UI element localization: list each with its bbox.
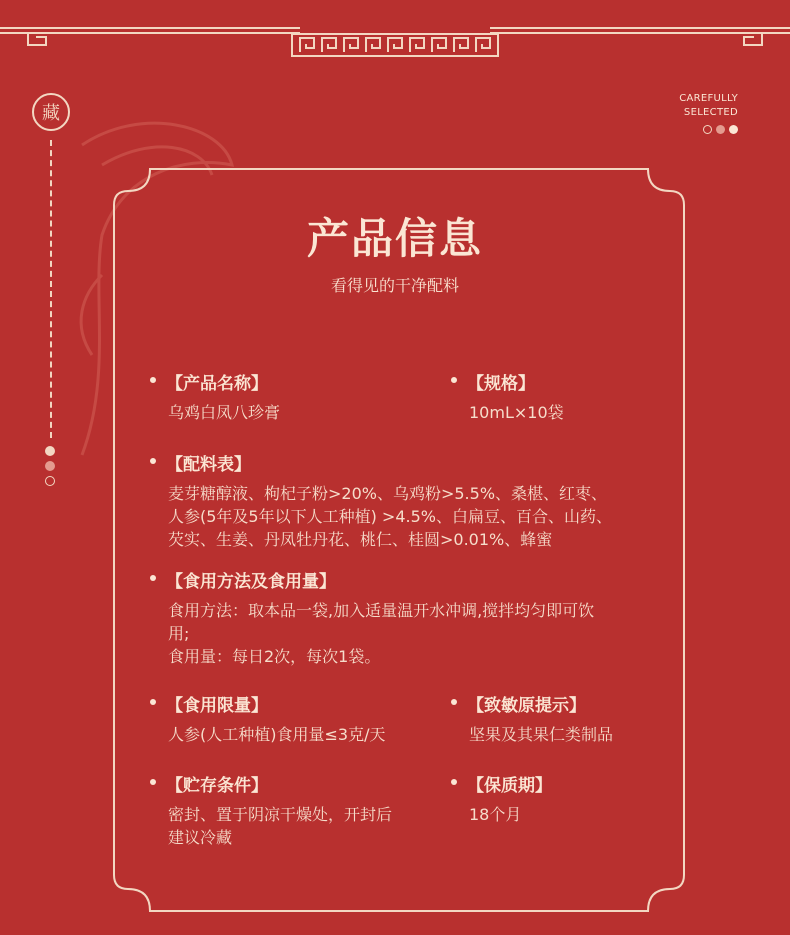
carefully-line2: SELECTED — [683, 107, 738, 118]
section-heading: 【致敏原提示】 — [451, 691, 613, 716]
section-limit — [150, 691, 385, 746]
section-product-name — [150, 369, 280, 424]
section-heading: 【贮存条件】 — [150, 771, 392, 796]
dot-filled-pink — [716, 125, 725, 134]
usage-line: 食用量：每日2次，每次1袋。 — [168, 647, 381, 666]
section-value — [150, 482, 612, 551]
section-heading: 【食用方法及食用量】 — [150, 567, 594, 592]
dot-filled-pink — [45, 461, 55, 471]
section-value — [150, 803, 392, 849]
section-heading: 【食用限量】 — [150, 691, 385, 716]
usage-line: 食用方法：取本品一袋,加入适量温开水冲调,搅拌均匀即可饮 — [168, 601, 595, 620]
carefully-line1: CAREFULLY — [679, 93, 738, 104]
corner-dots — [703, 125, 738, 134]
section-value: 10mL×10袋 — [469, 403, 564, 422]
section-heading: 【规格】 — [451, 369, 564, 394]
storage-line: 建议冷藏 — [168, 828, 233, 847]
section-usage — [150, 567, 594, 668]
usage-line: 用; — [168, 624, 190, 643]
section-value: 坚果及其果仁类制品 — [469, 725, 614, 744]
carefully-selected-label — [679, 92, 738, 120]
ingredients-line: 麦芽糖醇液、枸杞子粉>20%、乌鸡粉>5.5%、桑椹、红枣、 — [168, 484, 608, 503]
dot-outline — [703, 125, 712, 134]
top-fret-border — [0, 0, 790, 70]
section-allergen — [451, 691, 613, 746]
section-spec — [451, 369, 564, 424]
section-value: 乌鸡白凤八珍膏 — [168, 403, 281, 422]
section-value: 18个月 — [469, 805, 522, 824]
ingredients-line: 人参(5年及5年以下人工种植) >4.5%、白扁豆、百合、山药、 — [168, 507, 612, 526]
section-heading: 【保质期】 — [451, 771, 552, 796]
section-value — [150, 599, 594, 668]
dot-outline — [45, 476, 55, 486]
section-shelf-life — [451, 771, 552, 826]
storage-line: 密封、置于阴凉干燥处，开封后 — [168, 805, 393, 824]
section-value: 人参(人工种植)食用量≤3克/天 — [168, 725, 386, 744]
seal-stamp-icon: 藏 — [32, 93, 70, 131]
ingredients-line: 芡实、生姜、丹凤牡丹花、桃仁、桂圆>0.01%、蜂蜜 — [168, 530, 553, 549]
page-title: 产品信息 — [306, 214, 483, 263]
page-subtitle: 看得见的干净配料 — [330, 276, 459, 295]
section-heading: 【产品名称】 — [150, 369, 280, 394]
section-ingredients — [150, 450, 612, 551]
dot-filled-light — [45, 446, 55, 456]
section-storage — [150, 771, 392, 849]
dot-filled-light — [729, 125, 738, 134]
section-heading: 【配料表】 — [150, 450, 612, 475]
